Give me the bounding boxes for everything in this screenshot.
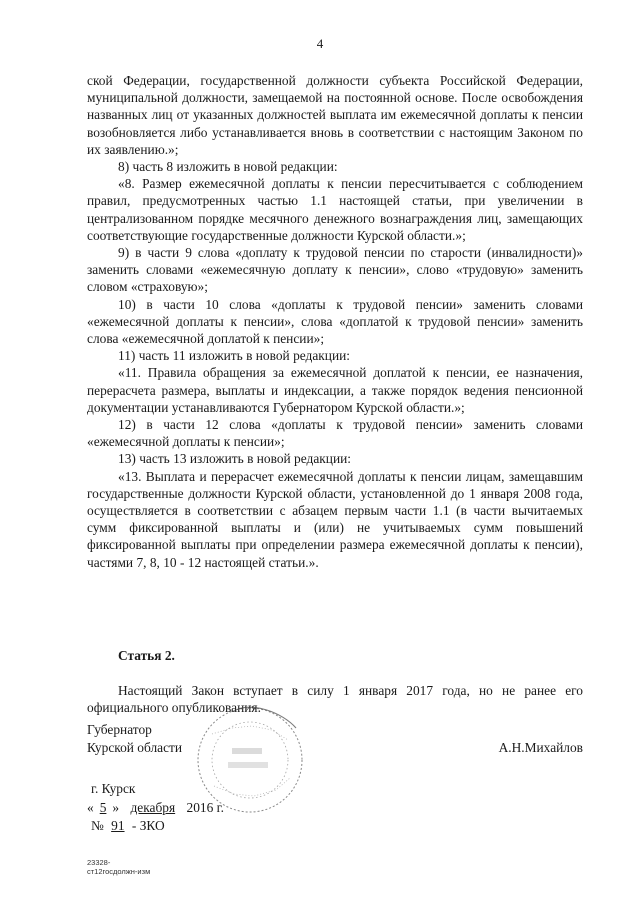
body-paragraph: 11) часть 11 изложить в новой редакции: [118, 348, 351, 364]
date-close-quote: » [112, 800, 120, 815]
signing-place: г. Курск [91, 781, 136, 796]
body-paragraph: 10) в части 10 слова «доплаты к трудовой пенсии» заменить словами «ежемесячной доплаты к пенсии», слова «доплатой к трудовой пенсии» заменить слова «ежемесячной доплатой к пенсии»; [87, 296, 583, 347]
date-day: 5 [99, 800, 107, 815]
body-paragraph: «8. Размер ежемесячной доплаты к пенсии пересчитывается с соблюдением правил, предусмотренных частью 1.1 настоящей статьи, при увеличении в централизованном порядке месячного денежного вознаграждения лиц, замещающих соответствующие государственные должности Курской области.»; [87, 176, 583, 243]
body-paragraph: 12) в части 12 слова «доплаты к трудовой пенсии» заменить словами «ежемесячной доплаты к пенсии»; [87, 417, 583, 450]
body-paragraph: «13. Выплата и перерасчет ежемесячной доплаты к пенсии лицам, замещавшим государственные должности Курской области, установленной до 1 января 2008 года, осуществляется в соответствии с абзацем первым части 1.1 (в части вычитаемых сумм фиксированной выплаты и (или) не учитываемых сумм повышений фиксированной выплаты при определении размера ежемесячной доплаты к пенсии), частями 7, 8, 10 - 12 настоящей статьи.». [87, 468, 583, 570]
body-paragraph: «11. Правила обращения за ежемесячной доплатой к пенсии, ее назначения, перерасчета размера, выплаты и индексации, а также порядок ведения пенсионной документации устанавливаются Губернатором Курской области.»; [87, 365, 583, 415]
signatory-title: Губернатор [87, 722, 152, 737]
date-month: декабря [130, 800, 176, 815]
effective-date-paragraph: Настоящий Закон вступает в силу 1 января 2017 года, но не ранее его официального опубликования. [87, 683, 583, 716]
signing-date [87, 800, 224, 816]
body-paragraph: 8) часть 8 изложить в новой редакции: [118, 159, 338, 175]
article-title: Статья 2. [118, 648, 175, 663]
body-paragraph: 9) в части 9 слова «доплату к трудовой пенсии по старости (инвалидности)» заменить словами «ежемесячную доплату к пенсии», слово «трудовую» заменить словом «страховую»; [87, 245, 583, 295]
page-number: 4 [316, 36, 324, 51]
signatory-region: Курской области [87, 740, 183, 755]
signatory-name: А.Н.Михайлов [498, 740, 583, 755]
law-number-suffix: - ЗКО [131, 818, 165, 833]
body-paragraph: ской Федерации, государственной должности субъекта Российской Федерации, муниципальной должности, замещаемой на постоянной основе. После освобождения названных лиц от указанных должностей выплата им ежемесячной доплаты к пенсии возобновляется либо устанавливается вновь в соответствии с настоящим Законом по их заявлению.»; [87, 73, 583, 157]
date-year: 2016 г. [186, 800, 224, 815]
law-number [91, 818, 165, 834]
date-open-quote: « [87, 800, 94, 815]
law-number-value: 91 [111, 818, 125, 833]
body-paragraph: 13) часть 13 изложить в новой редакции: [118, 451, 352, 467]
law-number-prefix: № [91, 818, 104, 833]
document-body [87, 72, 583, 571]
footer-file-code: 23328-ст12госдолжн-изм [87, 858, 151, 876]
